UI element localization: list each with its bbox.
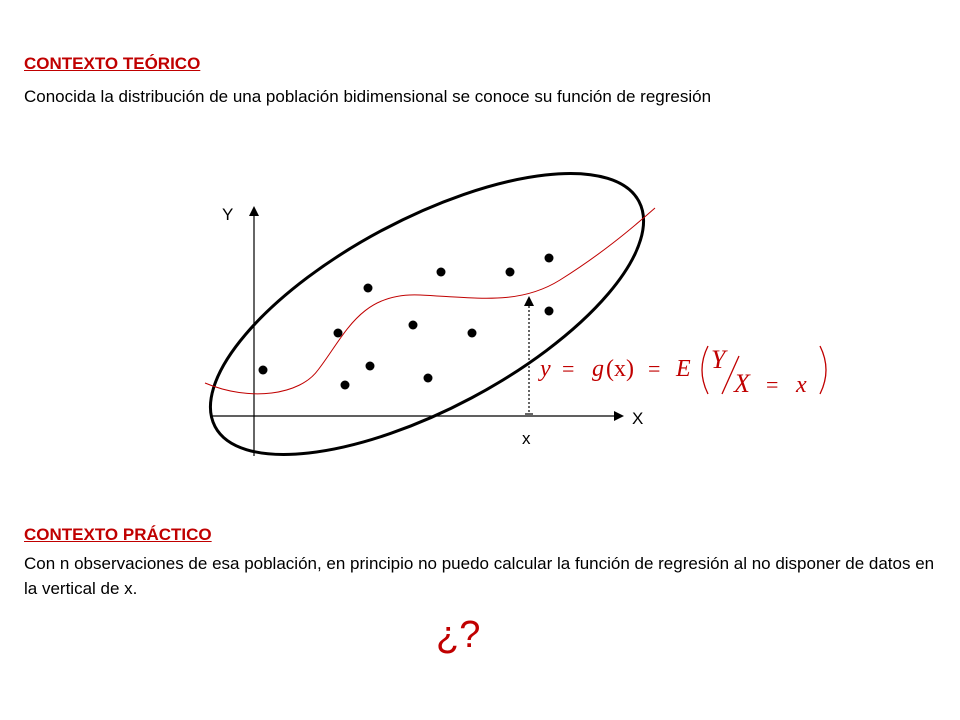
formula-X: X — [734, 369, 750, 398]
data-point — [437, 268, 446, 277]
question-mark: ¿? — [436, 614, 481, 656]
data-point — [468, 329, 477, 338]
data-point — [259, 366, 268, 375]
theory-text: Conocida la distribución de una población bidimensional se conoce su función de regresión — [24, 87, 712, 106]
regression-curve — [205, 208, 655, 394]
practice-text: Con n observaciones de esa población, en principio no puedo calcular la función de regresión al no disponer de datos en la vertical de x. — [24, 554, 935, 598]
formula-x: x — [796, 372, 807, 398]
data-point — [506, 268, 515, 277]
formula-gx: (x) — [606, 356, 634, 382]
data-point — [545, 254, 554, 263]
formula-left-paren — [702, 346, 708, 394]
data-point — [545, 307, 554, 316]
data-point — [341, 381, 350, 390]
formula-g: g — [592, 356, 604, 382]
regression-formula — [538, 345, 826, 398]
data-point — [334, 329, 343, 338]
population-ellipse — [170, 117, 683, 510]
formula-Y: Y — [711, 345, 726, 374]
formula-equals-1: = — [562, 356, 575, 381]
formula-equals-3: = — [766, 372, 779, 397]
formula-equals-2: = — [648, 356, 661, 381]
data-point — [366, 362, 375, 371]
formula-right-paren — [820, 346, 826, 394]
y-axis-label: Y — [222, 205, 234, 224]
practice-heading: CONTEXTO PRÁCTICO — [24, 525, 212, 544]
data-point — [424, 374, 433, 383]
formula-y: y — [540, 356, 551, 382]
x-axis-label: X — [632, 409, 644, 428]
data-point — [409, 321, 418, 330]
formula-E: E — [676, 356, 691, 382]
x-mark-label: x — [522, 429, 531, 448]
data-point — [364, 284, 373, 293]
theory-heading: CONTEXTO TEÓRICO — [24, 54, 201, 73]
